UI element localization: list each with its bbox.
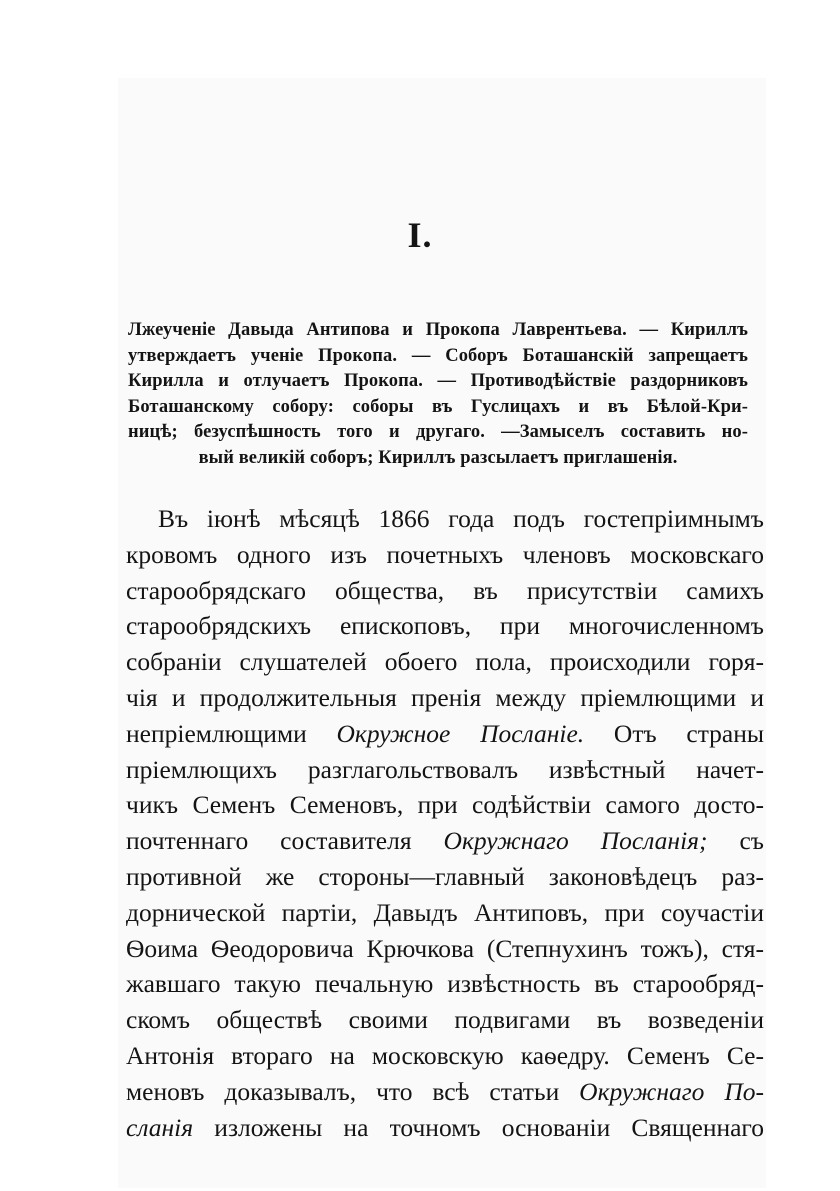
- body-line: [126, 1110, 764, 1146]
- italic-title: Окружнаго По-: [579, 1076, 765, 1106]
- summary-line: Лжеученіе Давыда Антипова и Прокопа Лаврентьева. — Кириллъ: [128, 320, 748, 340]
- body-line: жавшаго такую печальную извѣстность въ старообряд-: [126, 969, 764, 999]
- body-line: чія и продолжительныя пренія между пріемлющими и: [126, 682, 764, 712]
- body-line: [126, 716, 764, 752]
- summary-line: Кирилла и отлучаетъ Прокопа. — Противодѣйствіе раздорниковъ: [128, 371, 748, 392]
- body-line: [126, 1074, 764, 1110]
- body-text-segment: съ: [739, 826, 764, 856]
- summary-line: ницѣ; безуспѣшность того и другаго. —Замыселъ составить но-: [128, 422, 748, 443]
- summary-line: Боташанскому собору: соборы въ Гуслицахъ и въ Бѣлой-Кри-: [128, 396, 748, 417]
- body-line: дорнической партіи, Давыдъ Антиповъ, при соучастіи: [126, 897, 764, 927]
- summary-line: вый великій соборъ; Кириллъ разсылаетъ приглашенія.: [198, 447, 678, 468]
- body-line: [126, 823, 764, 859]
- body-text-segment: Отъ страны: [613, 718, 765, 748]
- body-line: собраніи слушателей обоего пола, происходили горя-: [126, 647, 764, 677]
- body-line: чикъ Семенъ Семеновъ, при содѣйствіи самого досто-: [126, 790, 764, 820]
- body-text: [126, 501, 764, 1145]
- body-line: противной же стороны—главный законовѣдецъ раз-: [126, 861, 764, 891]
- body-text-segment: меновъ доказывалъ, что всѣ статьи: [126, 1076, 560, 1106]
- body-line: Въ іюнѣ мѣсяцѣ 1866 года подъ гостепріимнымъ: [158, 504, 764, 533]
- body-line: Ѳоима Ѳеодоровича Крючкова (Степнухинъ тожъ), стя-: [126, 933, 764, 963]
- body-line: скомъ обществѣ своими подвигами въ возведеніи: [126, 1005, 764, 1035]
- summary-line: утверждаетъ ученіе Прокопа. — Соборъ Боташанскій запрещаетъ: [128, 345, 748, 366]
- body-line: старообрядскаго общества, въ присутствіи самихъ: [126, 575, 764, 605]
- chapter-number: I.: [407, 215, 433, 255]
- chapter-summary: [128, 318, 748, 472]
- body-line: пріемлющихъ разглагольствовалъ извѣстный начет-: [126, 754, 764, 784]
- body-line: Антонія втораго на московскую каѳедру. Семенъ Се-: [126, 1040, 764, 1070]
- italic-title: Окружнаго Посланія;: [443, 826, 708, 856]
- body-line: старообрядскихъ епископовъ, при многочисленномъ: [126, 611, 764, 641]
- body-text-segment: непріемлющими: [126, 718, 307, 748]
- body-text-segment: почтеннаго составителя: [126, 826, 412, 856]
- italic-title: Окружное Посланіе.: [336, 718, 585, 748]
- body-text-segment: изложены на точномъ основаніи Священнаго: [214, 1112, 764, 1142]
- body-line: кровомъ одного изъ почетныхъ членовъ московскаго: [126, 539, 764, 569]
- italic-title: сланія: [126, 1112, 194, 1142]
